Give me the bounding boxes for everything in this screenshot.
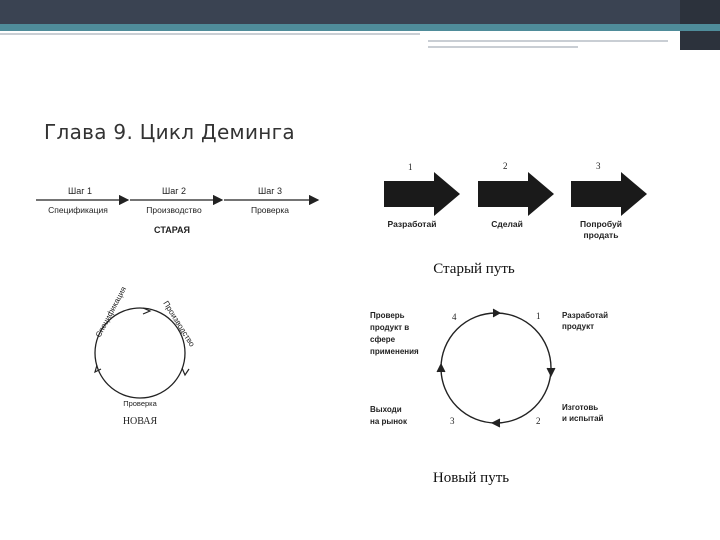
deming-circle (441, 313, 551, 423)
circle-production-label: Производство (161, 299, 197, 349)
cycle-number-2: 2 (536, 416, 541, 426)
slide-title: Глава 9. Цикл Деминга (44, 120, 295, 144)
step-1-label: Шаг 1 (67, 186, 93, 196)
develop-label: Разработай (387, 219, 437, 229)
deming-arrow-left (437, 364, 445, 372)
new-circle-diagram (94, 285, 197, 427)
cycle-number-3: 3 (450, 416, 455, 426)
check-product-line-3: сфере (370, 335, 396, 344)
sell-label: продать (583, 230, 619, 240)
deming-arrow-bottom (492, 419, 500, 427)
circle-arrow-right (182, 368, 189, 375)
production-label: Производство (146, 205, 202, 215)
spec-label: Спецификация (48, 205, 108, 215)
circle-check-label: Проверка (123, 399, 157, 408)
cycle-number-1: 1 (536, 311, 541, 321)
block-arrow-3 (571, 172, 647, 216)
step-3-label: Шаг 3 (257, 186, 283, 196)
arrow-number-3: 3 (596, 161, 601, 171)
block-arrow-1 (384, 172, 460, 216)
develop-product-line-2: продукт (562, 322, 595, 331)
arrow-number-1: 1 (408, 162, 413, 172)
deming-cycle-diagram (370, 309, 608, 486)
develop-product-line-1: Разработай (562, 311, 609, 320)
old-caption: СТАРАЯ (154, 225, 190, 235)
step-2-label: Шаг 2 (161, 186, 187, 196)
deming-arrow-top (493, 309, 500, 317)
old-arrows-diagram (384, 161, 647, 277)
deming-arrow-right (547, 368, 555, 376)
old-linear-diagram (36, 186, 318, 235)
new-way-caption: Новый путь (432, 470, 510, 486)
do-label: Сделай (491, 219, 523, 229)
check-product-line-4: применения (370, 347, 419, 356)
check-product-line-2: продукт в (370, 323, 410, 332)
cycle-number-4: 4 (452, 312, 457, 322)
new-caption: НОВАЯ (122, 416, 158, 427)
circle-spec-label: Спецификация (93, 285, 129, 339)
make-test-line-1: Изготовь (562, 403, 599, 412)
try-label: Попробуй (580, 219, 622, 229)
check-product-line-1: Проверь (370, 311, 405, 320)
arrow-number-2: 2 (503, 161, 508, 171)
check-label: Проверка (250, 205, 290, 215)
go-to-market-line-2: на рынок (370, 417, 407, 426)
block-arrow-2 (478, 172, 554, 216)
make-test-line-2: и испытай (562, 414, 604, 423)
old-way-caption: Старый путь (433, 261, 515, 277)
go-to-market-line-1: Выходи (370, 405, 402, 414)
